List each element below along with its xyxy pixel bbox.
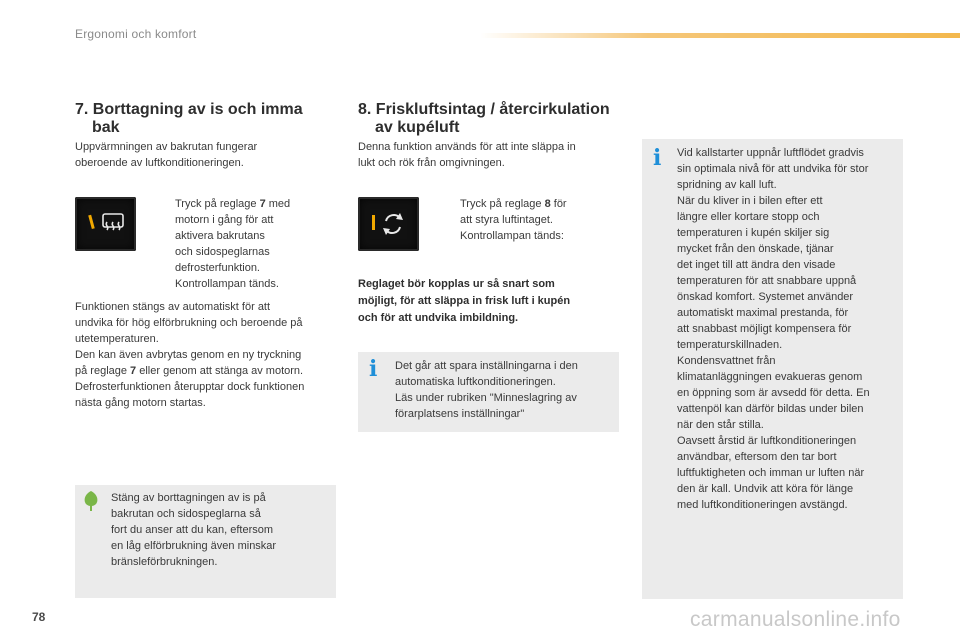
step-text: Tryck på reglage	[460, 198, 545, 210]
info-line: önskad komfort. Systemet använder	[677, 291, 854, 303]
info-line: Kondensvattnet från	[677, 355, 776, 367]
info-line: automatiska luftkonditioneringen.	[395, 376, 556, 388]
section-7-title	[75, 101, 335, 137]
intro-line: Uppvärmningen av bakrutan fungerar	[75, 141, 258, 153]
section-8-intro	[358, 139, 628, 171]
recirculation-icon	[358, 197, 419, 251]
info-line: automatiskt maximal prestanda, för	[677, 307, 849, 319]
info-line: Oavsett årstid är luftkonditioneringen	[677, 435, 857, 447]
info-line: spridning av kall luft.	[677, 179, 777, 191]
info-line: Vid kallstarter uppnår luftflödet gradvis	[677, 147, 864, 159]
info-line: den är kall. Undvik att köra för länge	[677, 483, 854, 495]
body-line: undvika för hög elförbrukning och beroende på	[75, 317, 303, 329]
section-8-number: 8.	[358, 101, 372, 118]
warning-line: Reglaget bör kopplas ur så snart som	[358, 278, 555, 290]
body-text: eller genom att stänga av motorn.	[136, 365, 304, 377]
step-line: Kontrollampan tänds:	[460, 230, 564, 242]
rear-defrost-icon	[75, 197, 136, 251]
section-7-title-line1: Borttagning av is och imma	[92, 101, 303, 118]
info-line: luftfuktigheten och imman ur luften när	[677, 467, 865, 479]
eco-tip-line: bränsleförbrukningen.	[111, 556, 218, 568]
section-8-title-line2: av kupéluft	[375, 119, 460, 136]
info-line: mycket från den önskade, tjänar	[677, 243, 834, 255]
info-line: När du kliver in i bilen efter ett	[677, 195, 823, 207]
section-7-title-line2: bak	[92, 119, 120, 136]
watermark: carmanualsonline.info	[690, 608, 901, 631]
header-accent-bar	[480, 33, 960, 38]
info-line: användbar, eftersom den tar bort	[677, 451, 837, 463]
info-line: förarplatsens inställningar"	[395, 408, 525, 420]
info-line: att snabbast möjligt kompensera för	[677, 323, 852, 335]
body-line: utetemperaturen.	[75, 333, 159, 345]
step-text: för	[550, 198, 567, 210]
control-number: 7	[259, 198, 266, 210]
section-7-number: 7.	[75, 101, 89, 118]
body-line: Den kan även avbrytas genom en ny tryckning	[75, 349, 302, 361]
section-7-intro	[75, 139, 345, 171]
info-line: temperaturskillnaden.	[677, 339, 783, 351]
page-number: 78	[32, 610, 46, 624]
section-7-step	[155, 196, 335, 292]
info-line: en öppning som är avsedd för detta. En	[677, 387, 870, 399]
info-line: temperaturen i kupén skiljer sig	[677, 227, 830, 239]
warning-line: möjligt, för att släppa in frisk luft i kupén	[358, 295, 571, 307]
info-line: sin optimala nivå för att undvika för stor	[677, 163, 869, 175]
section-8-step	[440, 196, 620, 244]
intro-line: Denna funktion används för att inte släppa in	[358, 141, 576, 153]
section-8-title-line1: Friskluftsintag / återcirkulation	[375, 101, 610, 118]
info-line: det inget till att ändra den visade	[677, 259, 836, 271]
section-8-title	[358, 101, 633, 137]
info-line: när den står stilla.	[677, 419, 764, 431]
info-icon: i	[369, 356, 378, 382]
control-number: 7	[130, 365, 137, 377]
step-line: Kontrollampan tänds.	[175, 278, 279, 290]
info-line: vattenpöl kan därför bildas under bilen	[677, 403, 864, 415]
control-number: 8	[544, 198, 551, 210]
body-line: nästa gång motorn startas.	[75, 397, 206, 409]
rear-defrost-button-image	[75, 197, 136, 251]
eco-tip-line: en låg elförbrukning även minskar	[111, 540, 277, 552]
eco-tip-line: fort du anser att du kan, eftersom	[111, 524, 274, 536]
section-7-body	[75, 299, 345, 411]
section-8-warning	[358, 276, 623, 327]
intro-line: lukt och rök från omgivningen.	[358, 157, 505, 169]
climate-info-box	[642, 139, 903, 599]
info-icon: i	[653, 145, 662, 171]
info-line: temperaturen för att snabbare uppnå	[677, 275, 857, 287]
body-line: Defrosterfunktionen återupptar dock funktionen	[75, 381, 305, 393]
recirculation-button-image	[358, 197, 419, 251]
info-line: längre eller kortare stopp och	[677, 211, 820, 223]
step-text: med	[265, 198, 291, 210]
info-line: klimatanläggningen evakueras genom	[677, 371, 863, 383]
step-line: att styra luftintaget.	[460, 214, 553, 226]
memory-info-box	[358, 352, 619, 432]
intro-line: oberoende av luftkonditioneringen.	[75, 157, 244, 169]
body-line: Funktionen stängs av automatiskt för att	[75, 301, 271, 313]
eco-leaf-icon	[81, 490, 101, 512]
page-header-title: Ergonomi och komfort	[75, 27, 197, 41]
info-line: Det går att spara inställningarna i den	[395, 360, 578, 372]
warning-line: och för att undvika imbildning.	[358, 312, 519, 324]
info-line: med luftkonditioneringen avstängd.	[677, 499, 848, 511]
step-line: aktivera bakrutans	[175, 230, 265, 242]
eco-tip-line: Stäng av borttagningen av is på	[111, 492, 266, 504]
step-line: och sidospeglarnas	[175, 246, 270, 258]
step-text: Tryck på reglage	[175, 198, 260, 210]
info-line: Läs under rubriken "Minneslagring av	[395, 392, 577, 404]
body-text: på reglage	[75, 365, 131, 377]
eco-tip-line: bakrutan och sidospeglarna så	[111, 508, 261, 520]
eco-tip-box	[75, 485, 336, 598]
step-line: motorn i gång för att	[175, 214, 274, 226]
step-line: defrosterfunktion.	[175, 262, 260, 274]
